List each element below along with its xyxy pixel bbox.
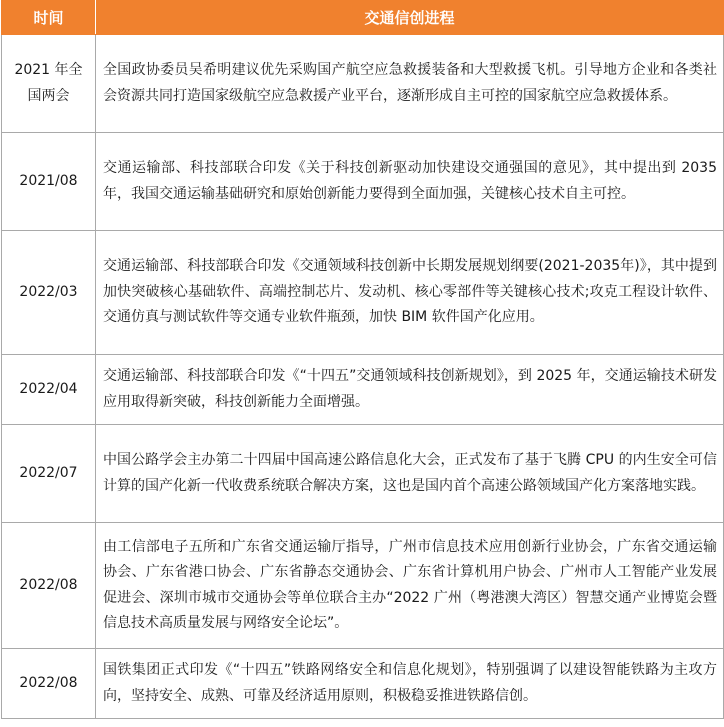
policy-timeline-table <box>1 0 724 719</box>
table-row <box>2 355 724 425</box>
row-description: 国铁集团正式印发《“十四五”铁路网络安全和信息化规划》，特别强调了以建设智能铁路为主攻方向，坚持安全、成熟、可靠及经济适用原则，积极稳妥推进铁路信创。 <box>96 649 724 719</box>
row-description: 交通运输部、科技部联合印发《关于科技创新驱动加快建设交通强国的意见》，其中提出到 2035 年，我国交通运输基础研究和原始创新能力要得到全面加强，关键核心技术自主可控。 <box>96 133 724 231</box>
table-row <box>2 425 724 523</box>
row-description: 由工信部电子五所和广东省交通运输厅指导，广州市信息技术应用创新行业协会，广东省交通运输协会、广东省港口协会、广东省静态交通协会、广东省计算机用户协会、广州市人工智能产业发展促进会、深圳市城市交通协会等单位联合主办“2022 广州（粤港澳大湾区）智慧交通产业博览会暨信息技术高质量发展与网络安全论坛”。 <box>96 523 724 649</box>
table-row <box>2 35 724 133</box>
table-header-row <box>2 1 724 35</box>
row-date: 2021 年全国两会 <box>2 35 96 133</box>
row-description: 交通运输部、科技部联合印发《“十四五”交通领域科技创新规划》，到 2025 年，交通运输技术研发应用取得新突破，科技创新能力全面增强。 <box>96 355 724 425</box>
row-date: 2022/04 <box>2 355 96 425</box>
header-progress: 交通信创进程 <box>96 1 724 35</box>
row-date: 2022/08 <box>2 649 96 719</box>
row-description: 交通运输部、科技部联合印发《交通领域科技创新中长期发展规划纲要(2021-2035年)》，其中提到加快突破核心基础软件、高端控制芯片、发动机、核心零部件等关键核心技术;攻克工程设计软件、交通仿真与测试软件等交通专业软件瓶颈，加快 BIM 软件国产化应用。 <box>96 231 724 355</box>
row-date: 2022/07 <box>2 425 96 523</box>
row-date: 2021/08 <box>2 133 96 231</box>
row-date: 2022/08 <box>2 523 96 649</box>
table-row <box>2 133 724 231</box>
row-date: 2022/03 <box>2 231 96 355</box>
table-row <box>2 231 724 355</box>
row-description: 中国公路学会主办第二十四届中国高速公路信息化大会，正式发布了基于飞腾 CPU 的内生安全可信计算的国产化新一代收费系统联合解决方案，这也是国内首个高速公路领域国产化方案落地实践。 <box>96 425 724 523</box>
table-row <box>2 523 724 649</box>
table-row <box>2 649 724 719</box>
row-description: 全国政协委员吴希明建议优先采购国产航空应急救援装备和大型救援飞机。引导地方企业和各类社会资源共同打造国家级航空应急救援产业平台，逐渐形成自主可控的国家航空应急救援体系。 <box>96 35 724 133</box>
header-time: 时间 <box>2 1 96 35</box>
